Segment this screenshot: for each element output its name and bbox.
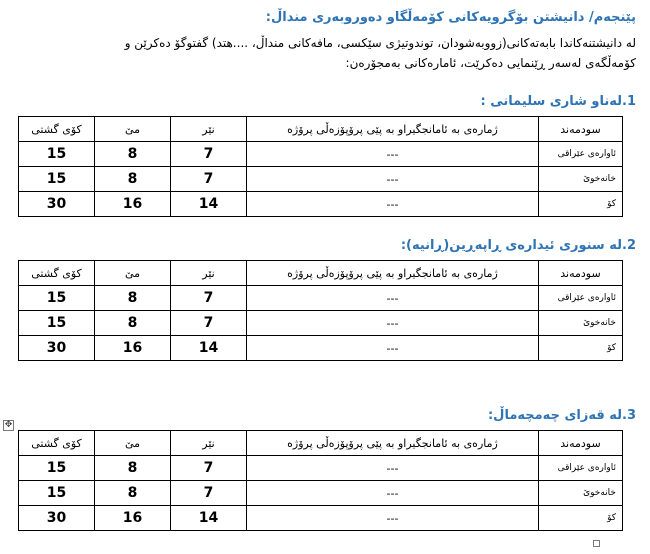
row-male: 7 bbox=[171, 311, 247, 336]
header-target: ژمارەی بە ئامانجگیراو بە پێی پرۆپۆزەڵی پرۆژە bbox=[247, 261, 539, 286]
row-target: --- bbox=[247, 142, 539, 167]
row-total: 15 bbox=[19, 286, 95, 311]
table-row bbox=[19, 481, 623, 506]
row-total: 15 bbox=[19, 167, 95, 192]
row-female: 8 bbox=[95, 311, 171, 336]
row-female: 8 bbox=[95, 167, 171, 192]
table-row bbox=[19, 336, 623, 361]
row-label: ئاوارەی عێراقی bbox=[539, 456, 623, 481]
row-female: 8 bbox=[95, 481, 171, 506]
row-target: --- bbox=[247, 192, 539, 217]
table-header-row bbox=[19, 261, 623, 286]
header-female: مێ bbox=[95, 261, 171, 286]
row-male: 7 bbox=[171, 167, 247, 192]
row-label: خانەخوێ bbox=[539, 167, 623, 192]
row-male: 7 bbox=[171, 456, 247, 481]
header-beneficiary: سودمەند bbox=[539, 261, 623, 286]
header-female: مێ bbox=[95, 117, 171, 142]
row-total: 30 bbox=[19, 336, 95, 361]
row-total: 15 bbox=[19, 311, 95, 336]
row-target: --- bbox=[247, 167, 539, 192]
header-total: کۆی گشتی bbox=[19, 431, 95, 456]
header-total: کۆی گشتی bbox=[19, 117, 95, 142]
table-row bbox=[19, 311, 623, 336]
header-male: نێر bbox=[171, 261, 247, 286]
row-target: --- bbox=[247, 336, 539, 361]
row-female: 8 bbox=[95, 142, 171, 167]
row-total: 30 bbox=[19, 192, 95, 217]
table-header-row bbox=[19, 431, 623, 456]
row-target: --- bbox=[247, 286, 539, 311]
row-label: کۆ bbox=[539, 192, 623, 217]
table-row bbox=[19, 506, 623, 531]
table-row bbox=[19, 286, 623, 311]
document-heading: پێنجەم/ دانیشتن بۆگرویەکانی کۆمەڵگاو دەوروبەری منداڵ: bbox=[265, 10, 636, 25]
table-row bbox=[19, 167, 623, 192]
section-2-table bbox=[18, 260, 623, 361]
header-beneficiary: سودمەند bbox=[539, 431, 623, 456]
row-label: کۆ bbox=[539, 506, 623, 531]
table-row bbox=[19, 142, 623, 167]
row-label: خانەخوێ bbox=[539, 311, 623, 336]
row-male: 7 bbox=[171, 481, 247, 506]
header-target: ژمارەی بە ئامانجگیراو بە پێی پرۆپۆزەڵی پرۆژە bbox=[247, 431, 539, 456]
row-male: 14 bbox=[171, 336, 247, 361]
table-row bbox=[19, 456, 623, 481]
intro-paragraph bbox=[16, 33, 636, 73]
row-label: خانەخوێ bbox=[539, 481, 623, 506]
row-female: 16 bbox=[95, 506, 171, 531]
row-female: 16 bbox=[95, 192, 171, 217]
row-male: 14 bbox=[171, 192, 247, 217]
header-male: نێر bbox=[171, 431, 247, 456]
table-row bbox=[19, 192, 623, 217]
header-target: ژمارەی بە ئامانجگیراو بە پێی پرۆپۆزەڵی پرۆژە bbox=[247, 117, 539, 142]
row-label: ئاوارەی عێراقی bbox=[539, 286, 623, 311]
section-3-title: 3.لە قەزای چەمچەماڵ: bbox=[487, 408, 636, 423]
intro-line-2: کۆمەڵگەی لەسەر ڕێنمایی دەکرێت، ئامارەکانی بەمجۆرەن: bbox=[345, 56, 636, 70]
move-icon[interactable]: ✥ bbox=[4, 420, 13, 430]
row-label: کۆ bbox=[539, 336, 623, 361]
row-target: --- bbox=[247, 456, 539, 481]
header-total: کۆی گشتی bbox=[19, 261, 95, 286]
section-3-table bbox=[18, 430, 623, 531]
row-male: 14 bbox=[171, 506, 247, 531]
intro-line-1: لە دانیشتنەکاندا بابەتەکانی(زووبەشودان، توندوتیژی سێکسی، مافەکانی منداڵ، ....هتد) گفتوگۆ دەکرێن و bbox=[124, 36, 636, 50]
row-female: 8 bbox=[95, 286, 171, 311]
table-header-row bbox=[19, 117, 623, 142]
row-target: --- bbox=[247, 481, 539, 506]
row-female: 8 bbox=[95, 456, 171, 481]
row-total: 15 bbox=[19, 456, 95, 481]
row-female: 16 bbox=[95, 336, 171, 361]
header-female: مێ bbox=[95, 431, 171, 456]
header-male: نێر bbox=[171, 117, 247, 142]
row-male: 7 bbox=[171, 142, 247, 167]
row-total: 15 bbox=[19, 481, 95, 506]
header-beneficiary: سودمەند bbox=[539, 117, 623, 142]
section-1-title: 1.لەناو شاری سلیمانی : bbox=[480, 94, 636, 109]
section-2-title: 2.لە سنوری ئیدارەی ڕاپەڕین(ڕانیە): bbox=[400, 238, 636, 253]
resize-handle-icon[interactable] bbox=[593, 540, 600, 547]
row-target: --- bbox=[247, 311, 539, 336]
row-male: 7 bbox=[171, 286, 247, 311]
row-target: --- bbox=[247, 506, 539, 531]
row-total: 15 bbox=[19, 142, 95, 167]
row-label: ئاوارەی عێراقی bbox=[539, 142, 623, 167]
section-1-table bbox=[18, 116, 623, 217]
row-total: 30 bbox=[19, 506, 95, 531]
